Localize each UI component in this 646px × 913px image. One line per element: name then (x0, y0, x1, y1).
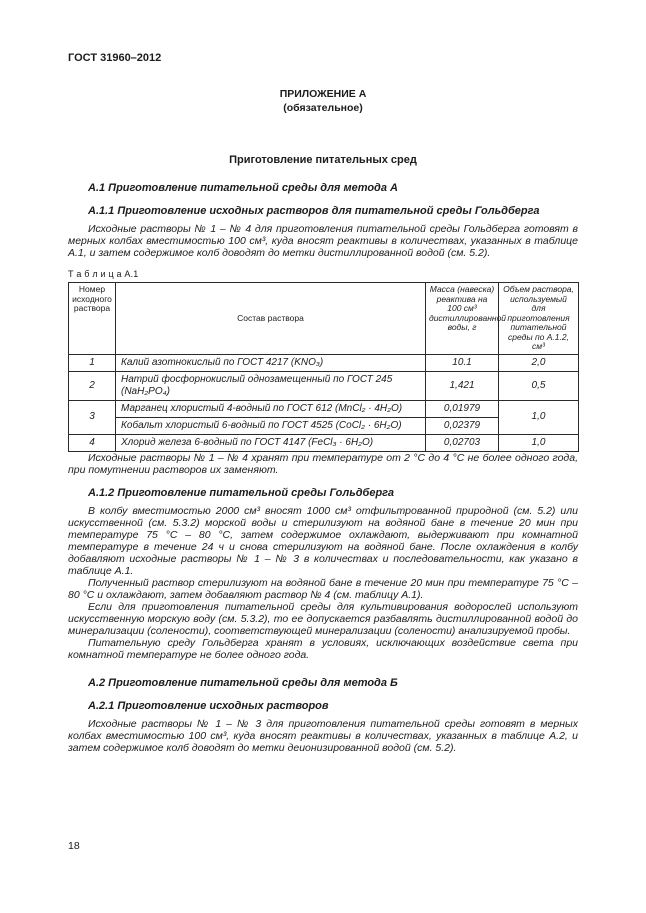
col-header-mass: Масса (навеска) реактива на 100 см³ дистиллированной воды, г (426, 283, 499, 355)
cell-num: 4 (69, 434, 116, 451)
paragraph-a12-2: Полученный раствор стерилизуют на водяной бане в течение 20 мин при температуре 75 °С – 80 °С и охлаждают, затем добавляют раствор № 4 (см. таблицу А.1). (68, 576, 578, 601)
paragraph-a21-1: Исходные растворы № 1 – № 3 для приготовления питательной среды готовят в мерных колбах вместимостью 100 см³, куда вносят реактивы в количествах, указанных в таблице А.2, и затем содержимое колб доводят до метки деионизированной водой (см. 5.2). (68, 717, 578, 754)
page-number: 18 (68, 840, 80, 852)
cell-composition: Кобальт хлористый 6-водный по ГОСТ 4525 (CoCl₂ · 6H₂O) (116, 417, 426, 434)
doc-number: ГОСТ 31960–2012 (68, 52, 162, 64)
section-a1-heading: А.1 Приготовление питательной среды для метода А (88, 182, 398, 194)
table-a1 (68, 282, 579, 452)
col-header-composition: Состав раствора (116, 283, 426, 355)
section-a11-heading: А.1.1 Приготовление исходных растворов для питательной среды Гольдберга (88, 205, 540, 217)
table-row (69, 400, 579, 417)
appendix-title: ПРИЛОЖЕНИЕ А (279, 88, 367, 100)
cell-volume: 2,0 (499, 354, 579, 371)
section-a2-heading: А.2 Приготовление питательной среды для метода Б (88, 676, 398, 689)
section-a21-heading: А.2.1 Приготовление исходных растворов (88, 699, 329, 712)
cell-num: 3 (69, 400, 116, 434)
paragraph-a12-1: В колбу вместимостью 2000 см³ вносят 1000 см³ отфильтрованной природной (см. 5.2) или искусственной (см. 5.3.2) морской воды и стерилизуют на водяной бане в течение 20 мин при температуре 75 °С – 80 °С, затем содержимое охлаждают, выдерживают при комнатной температуре в течение 24 ч и снова стерилизуют на водяной бане. После охлаждения в колбу добавляют исходные растворы № 1 – № 3 в количествах и последовательности, как указано в таблице А.1. (68, 504, 578, 577)
cell-mass: 0,02379 (426, 417, 499, 434)
cell-composition: Хлорид железа 6-водный по ГОСТ 4147 (FeCl₃ · 6H₂O) (116, 434, 426, 451)
paragraph-a12-4: Питательную среду Гольдберга хранят в условиях, исключающих воздействие света при комнатной температуре не более одного года. (68, 636, 578, 661)
col-header-volume: Объем раствора, используемый для приготовления питательной среды по А.1.2, см³ (499, 283, 579, 355)
cell-composition: Марганец хлористый 4-водный по ГОСТ 612 (MnCl₂ · 4H₂O) (116, 400, 426, 417)
table-row (69, 434, 579, 451)
cell-volume: 1,0 (499, 400, 579, 434)
cell-num: 1 (69, 354, 116, 371)
cell-composition: Калий азотнокислый по ГОСТ 4217 (KNO₃) (116, 354, 426, 371)
note-after-table: Исходные растворы № 1 – № 4 хранят при температуре от 2 °С до 4 °С не более одного года, при помутнении растворов их заменяют. (68, 451, 578, 476)
cell-volume: 0,5 (499, 371, 579, 400)
cell-num: 2 (69, 371, 116, 400)
table-row (69, 371, 579, 400)
paragraph-a11-1: Исходные растворы № 1 – № 4 для приготовления питательной среды Гольдберга готовят в мерных колбах вместимостью 100 см³, куда вносят реактивы в количествах, указанных в таблице А.1, и затем содержимое колб доводят до метки дистиллированной водой (см. 5.2). (68, 223, 578, 259)
paragraph-a12-3: Если для приготовления питательной среды для культивирования водорослей используют искусственную морскую воду (см. 5.3.2), то ее допускается разбавлять дистиллированной водой до минерализации (солености), соответствующей минерализации (солености) анализируемой пробы. (68, 600, 578, 637)
main-heading: Приготовление питательных сред (229, 154, 417, 166)
table-a1-label: Т а б л и ц а А.1 (68, 269, 139, 279)
section-a12-heading: А.1.2 Приготовление питательной среды Гольдберга (88, 486, 395, 499)
cell-composition: Натрий фосфорнокислый однозамещенный по ГОСТ 245 (NaH₂PO₄) (116, 371, 426, 400)
cell-mass: 0,02703 (426, 434, 499, 451)
col-header-number: Номер исходного раствора (69, 283, 116, 355)
cell-mass: 0,01979 (426, 400, 499, 417)
cell-mass: 1,421 (426, 371, 499, 400)
cell-volume: 1,0 (499, 434, 579, 451)
appendix-subtitle: (обязательное) (283, 102, 363, 114)
cell-mass: 10.1 (426, 354, 499, 371)
table-row (69, 354, 579, 371)
table-a1-header-row (69, 283, 579, 355)
